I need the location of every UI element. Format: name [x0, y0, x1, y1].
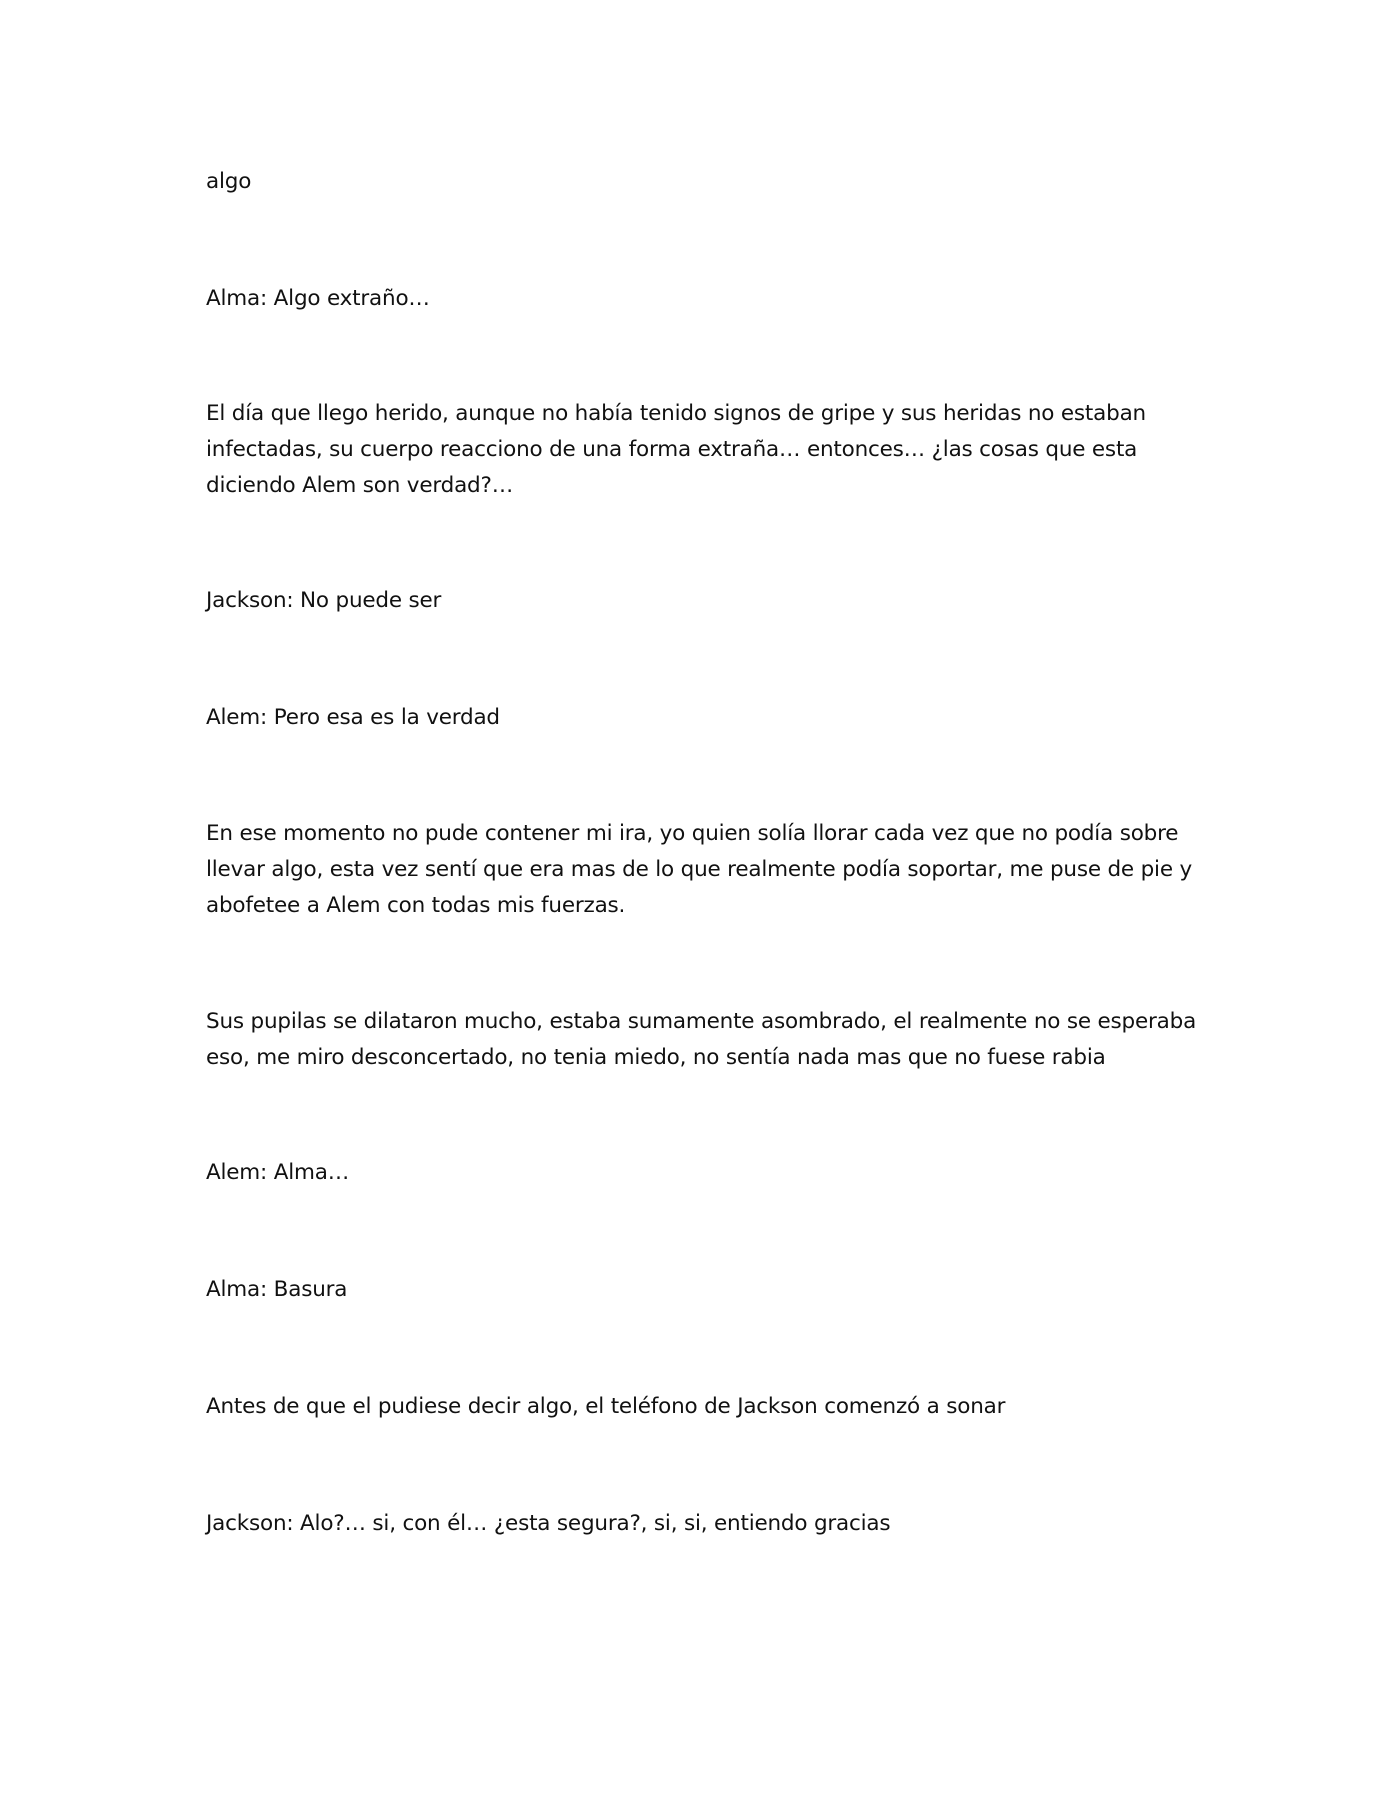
- paragraph-7: Sus pupilas se dilataron mucho, estaba sumamente asombrado, el realmente no se esperaba eso, me miro desconcertado, no tenia miedo, no sentía nada mas que no fuese rabia: [206, 1009, 1197, 1070]
- paragraph-5: Alem: Pero esa es la verdad: [206, 705, 500, 730]
- paragraph-10: Antes de que el pudiese decir algo, el teléfono de Jackson comenzó a sonar: [206, 1394, 1006, 1419]
- paragraph-3: El día que llego herido, aunque no había tenido signos de gripe y sus heridas no estaban infectadas, su cuerpo reacciono de una forma extraña… entonces… ¿las cosas que esta diciendo Alem son verdad?…: [206, 401, 1146, 498]
- paragraph-1: algo: [206, 169, 252, 194]
- paragraph-9: Alma: Basura: [206, 1277, 348, 1302]
- paragraph-11: Jackson: Alo?… si, con él… ¿esta segura?, si, si, entiendo gracias: [206, 1511, 891, 1536]
- paragraph-6: En ese momento no pude contener mi ira, yo quien solía llorar cada vez que no podía sobre llevar algo, esta vez sentí que era mas de lo que realmente podía soportar, me puse de pie y abofetee a Alem con todas mis fuerzas.: [206, 821, 1193, 918]
- paragraph-2: Alma: Algo extraño…: [206, 286, 430, 311]
- paragraph-4: Jackson: No puede ser: [206, 588, 442, 613]
- paragraph-8: Alem: Alma…: [206, 1160, 350, 1185]
